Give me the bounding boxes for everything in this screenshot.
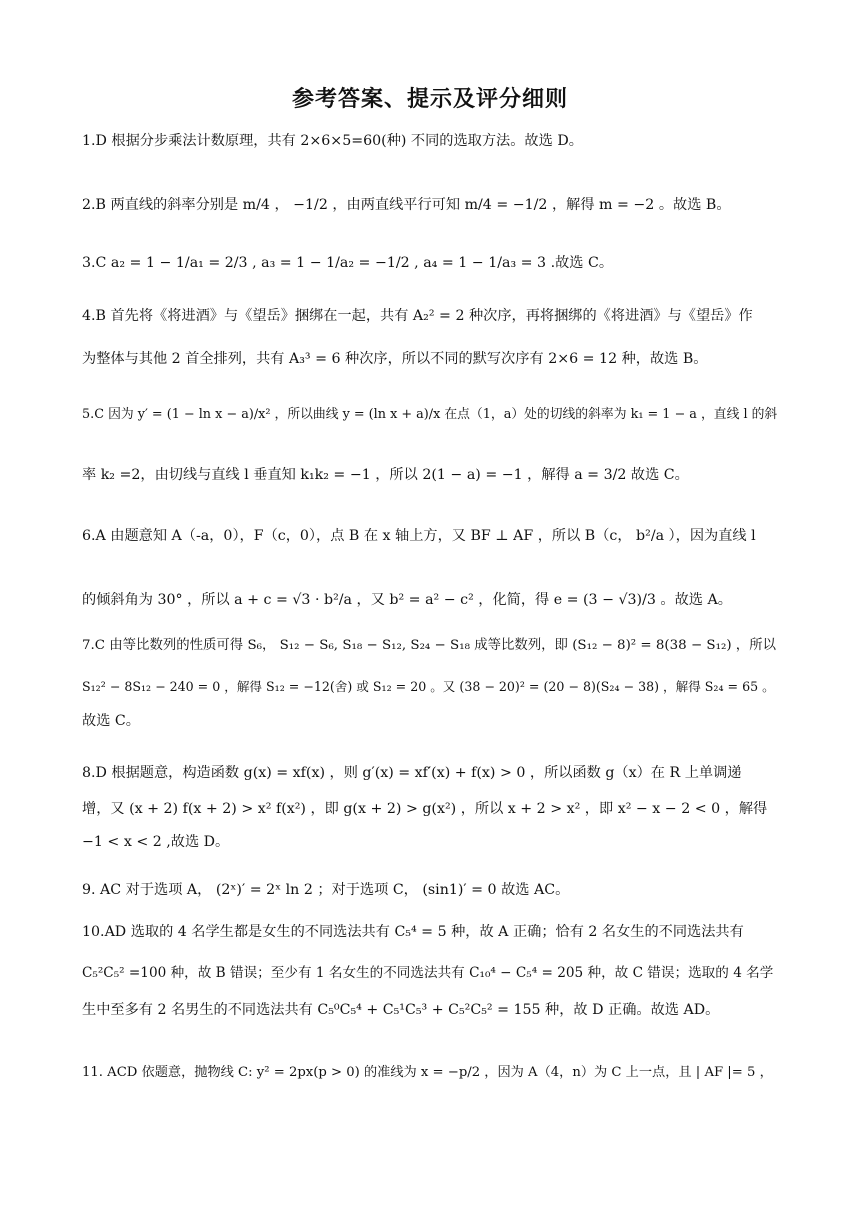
answer-line-7c: 故选 C。 xyxy=(82,713,140,729)
answer-line-8a: 8.D 根据题意，构造函数 g(x) = xf(x) ，则 g′(x) = xf′(x) + f(x) > 0 ，所以函数 g（x）在 R 上单调递 xyxy=(82,765,742,781)
answer-line-4a: 4.B 首先将《将进酒》与《望岳》捆绑在一起，共有 A₂² = 2 种次序，再将捆绑的《将进酒》与《望岳》作 xyxy=(82,308,753,324)
answer-line-4b: 为整体与其他 2 首全排列，共有 A₃³ = 6 种次序，所以不同的默写次序有 2×6 = 12 种，故选 B。 xyxy=(82,351,708,367)
answer-line-6b: 的倾斜角为 30° ，所以 a + c = √3 · b²/a ，又 b² = a² − c² ，化简，得 e = (3 − √3)/3 。故选 A。 xyxy=(82,592,732,608)
answer-line-1: 1.D 根据分步乘法计数原理，共有 2×6×5=60(种) 不同的选取方法。故选 D。 xyxy=(82,133,583,149)
answer-line-9: 9. AC 对于选项 A， (2ˣ)′ = 2ˣ ln 2 ；对于选项 C， (sin1)′ = 0 故选 AC。 xyxy=(82,882,570,898)
answer-line-2: 2.B 两直线的斜率分别是 m/4 ， −1/2 ，由两直线平行可知 m/4 = −1/2 ，解得 m = −2 。故选 B。 xyxy=(82,197,731,213)
answer-line-5a: 5.C 因为 y′ = (1 − ln x − a)/x² ，所以曲线 y = (ln x + a)/x 在点（1，a）处的切线的斜率为 k₁ = 1 − a ，直线 l 的斜 xyxy=(82,407,778,422)
answer-line-5b: 率 k₂ =2，由切线与直线 l 垂直知 k₁k₂ = −1 ，所以 2(1 − a) = −1 ，解得 a = 3/2 故选 C。 xyxy=(82,467,689,483)
answer-line-8c: −1 < x < 2 ,故选 D。 xyxy=(82,834,230,850)
answer-line-7a: 7.C 由等比数列的性质可得 S₆， S₁₂ − S₆, S₁₈ − S₁₂, S₂₄ − S₁₈ 成等比数列，即 (S₁₂ − 8)² = 8(38 − S₁₂) ，所以 xyxy=(82,638,776,653)
answer-line-8b: 增，又 (x + 2) f(x + 2) > x² f(x²) ，即 g(x + 2) > g(x²) ，所以 x + 2 > x² ，即 x² − x − 2 < 0 ，解得 xyxy=(82,801,768,817)
answer-line-10b: C₅²C₅² =100 种，故 B 错误；至少有 1 名女生的不同选法共有 C₁₀⁴ − C₅⁴ = 205 种，故 C 错误；选取的 4 名学 xyxy=(82,965,774,981)
answer-line-10c: 生中至多有 2 名男生的不同选法共有 C₅⁰C₅⁴ + C₅¹C₅³ + C₅²C₅² = 155 种，故 D 正确。故选 AD。 xyxy=(82,1002,720,1018)
answer-line-11: 11. ACD 依题意，抛物线 C: y² = 2px(p > 0) 的准线为 x = −p/2 ，因为 A（4，n）为 C 上一点，且 | AF |= 5 ， xyxy=(82,1065,773,1080)
page-title: 参考答案、提示及评分细则 xyxy=(291,87,568,112)
answer-line-6a: 6.A 由题意知 A（-a，0），F（c，0），点 B 在 x 轴上方，又 BF ⊥ AF ，所以 B（c， b²/a ），因为直线 l xyxy=(82,528,756,544)
answer-line-7b: S₁₂² − 8S₁₂ − 240 = 0 ，解得 S₁₂ = −12(舍) 或 S₁₂ = 20 。又 (38 − 20)² = (20 − 8)(S₂₄ − 38) ，解得 S₂₄ = 65 。 xyxy=(82,679,775,694)
answer-line-3: 3.C a₂ = 1 − 1/a₁ = 2/3 , a₃ = 1 − 1/a₂ = −1/2 , a₄ = 1 − 1/a₃ = 3 .故选 C。 xyxy=(82,255,614,271)
answer-line-10a: 10.AD 选取的 4 名学生都是女生的不同选法共有 C₅⁴ = 5 种，故 A 正确；恰有 2 名女生的不同选法共有 xyxy=(82,924,744,940)
